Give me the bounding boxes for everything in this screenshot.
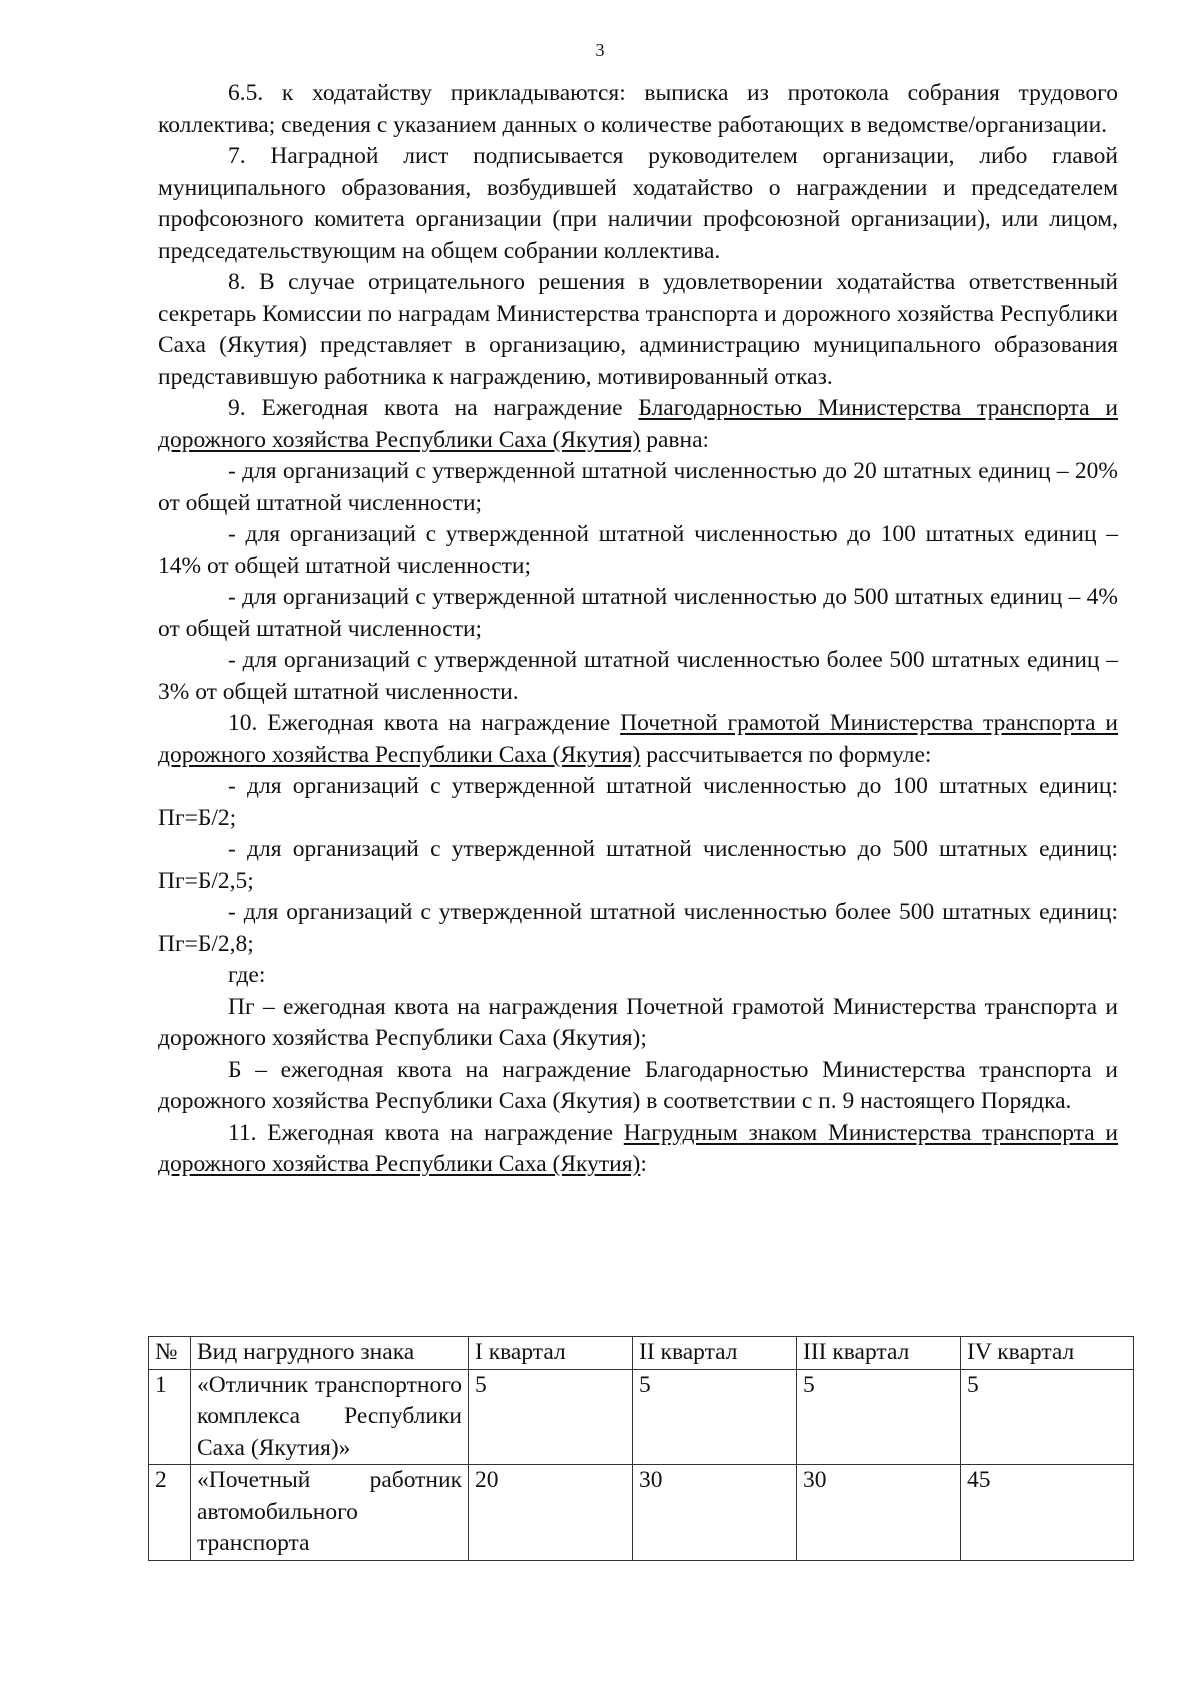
paragraph-10-tail: рассчитывается по формуле: [640,741,932,768]
document-body [158,78,1118,1181]
table-row [149,1465,1134,1561]
table-cell: 1 [149,1369,191,1465]
table-cell: 5 [797,1369,961,1465]
paragraph-10 [158,708,1118,771]
table-cell: «Почетный работник автомобильного транспорта [191,1465,469,1561]
list-item: - для организаций с утвержденной штатной численностью до 500 штатных единиц: Пг=Б/2,5; [158,836,1118,894]
page-number: 3 [595,40,605,60]
list-item: - для организаций с утвержденной штатной численностью более 500 штатных единиц: Пг=Б/2,8; [158,899,1118,957]
table-cell: 30 [633,1465,797,1561]
quota-table [148,1336,1134,1561]
list-item: - для организаций с утвержденной штатной численностью более 500 штатных единиц – 3% от общей штатной численности. [158,647,1118,705]
column-header: III квартал [797,1337,961,1370]
paragraph-9-lead: 9. Ежегодная квота на награждение [228,395,639,421]
table-cell: 5 [469,1369,633,1465]
paragraph-11 [158,1118,1118,1181]
paragraph-10-lead: 10. Ежегодная квота на награждение [228,710,621,736]
paragraph-11-tail: : [640,1151,647,1177]
table-row [149,1369,1134,1465]
paragraph-11-award-name: Нагрудным знаком Министерства транспорта и дорожного хозяйства Республики Саха (Якутия) [158,1119,1119,1177]
paragraph-9 [158,393,1118,456]
paragraph-9-tail: равна: [640,426,710,453]
paragraph-9-award-name: Благодарностью Министерства транспорта и дорожного хозяйства Республики Саха (Якутия) [158,395,1118,453]
table-cell: 2 [149,1465,191,1561]
paragraph-11-lead: 11. Ежегодная квота на награждение [228,1119,624,1146]
paragraph-10-award-name: Почетной грамотой Министерства транспорта и дорожного хозяйства Республики Саха (Якутия) [158,710,1118,768]
column-header: IV квартал [961,1337,1134,1370]
column-header: № [149,1337,191,1370]
table-cell: 5 [633,1369,797,1465]
list-item: - для организаций с утвержденной штатной численностью до 100 штатных единиц: Пг=Б/2; [158,773,1118,831]
list-item: - для организаций с утвержденной штатной численностью до 500 штатных единиц – 4% от общей штатной численности; [158,584,1118,642]
column-header: I квартал [469,1337,633,1370]
paragraph-8: 8. В случае отрицательного решения в удовлетворении ходатайства ответственный секретарь Комиссии по наградам Министерства транспорта и дорожного хозяйства Республики Саха (Якутия) представляет в организацию, администрацию муниципального образования представившую работника к награждению, мотивированный отказ. [158,269,1118,390]
paragraph-6-5: 6.5. к ходатайству прикладываются: выписка из протокола собрания трудового коллектива; сведения с указанием данных о количестве работающих в ведомстве/организации. [158,80,1118,138]
where-label: где: [228,962,266,988]
table-cell: 45 [961,1465,1134,1561]
column-header: II квартал [633,1337,797,1370]
table-cell: 5 [961,1369,1134,1465]
column-header: Вид нагрудного знака [191,1337,469,1370]
list-item: - для организаций с утвержденной штатной численностью до 20 штатных единиц – 20% от общей штатной численности; [158,458,1118,516]
definition-pg: Пг – ежегодная квота на награждения Почетной грамотой Министерства транспорта и дорожного хозяйства Республики Саха (Якутия); [158,993,1118,1051]
table-cell: 30 [797,1465,961,1561]
paragraph-7: 7. Наградной лист подписывается руководителем организации, либо главой муниципального образования, возбудившей ходатайство о награждении и председателем профсоюзного комитета организации (при наличии профсоюзной организации), или лицом, председательствующим на общем собрании коллектива. [158,143,1118,264]
table-header-row [149,1337,1134,1370]
definition-b: Б – ежегодная квота на награждение Благодарностью Министерства транспорта и дорожного хозяйства Республики Саха (Якутия) в соответствии с п. 9 настоящего Порядка. [158,1056,1118,1114]
table-cell: 20 [469,1465,633,1561]
list-item: - для организаций с утвержденной штатной численностью до 100 штатных единиц – 14% от общей штатной численности; [158,521,1118,579]
table-cell: «Отличник транспортного комплекса Республики Саха (Якутия)» [191,1369,469,1465]
